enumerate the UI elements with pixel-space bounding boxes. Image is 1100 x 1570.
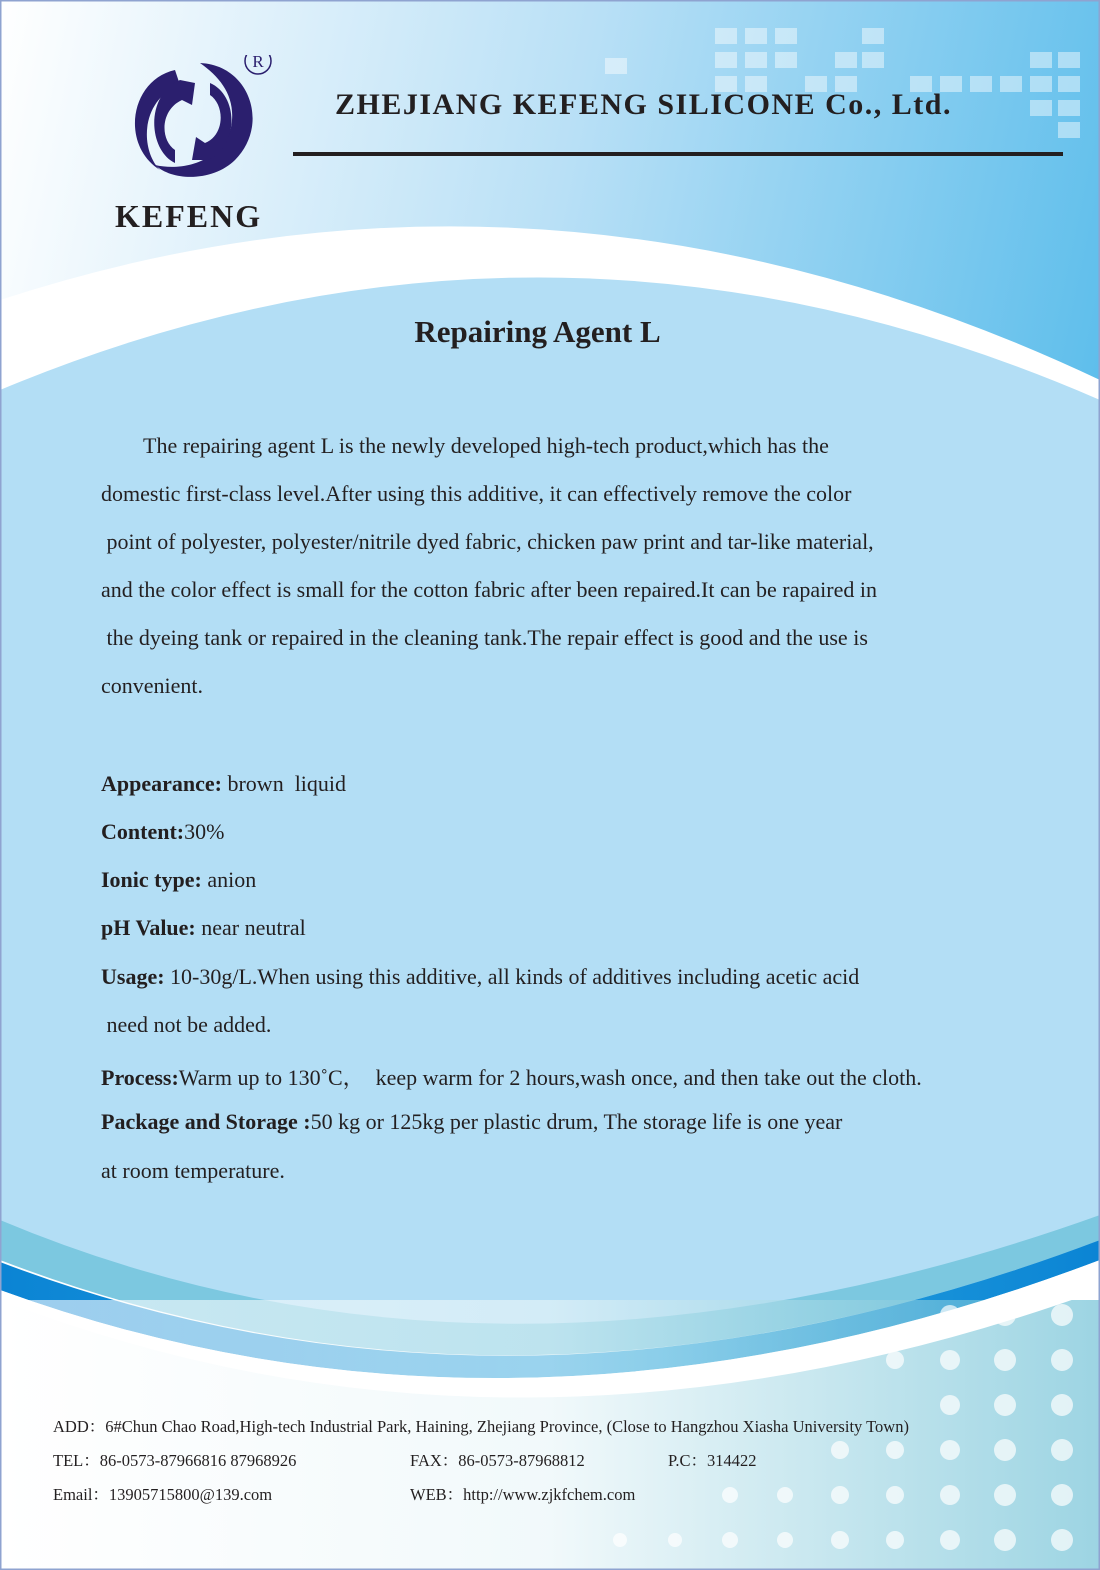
description-line: convenient.: [101, 673, 204, 698]
company-name: ZHEJIANG KEFENG SILICONE Co., Ltd.: [335, 88, 952, 121]
telephone: TEL：86-0573-87966816 87968926: [53, 1451, 297, 1470]
spec-process: [101, 1061, 922, 1092]
spec-value: 50 kg or 125kg per plastic drum, The storage life is one year: [310, 1109, 843, 1134]
spec-value: anion: [201, 867, 257, 892]
registered-mark: R: [252, 55, 264, 71]
postal-code: P.C：314422: [668, 1451, 757, 1470]
spec-label: Package and Storage :: [101, 1109, 311, 1134]
spec-package-storage: [101, 1109, 842, 1135]
spec-package-cont: [101, 1158, 285, 1184]
spec-value: near neutral: [195, 915, 306, 940]
fax: FAX：86-0573-87968812: [410, 1451, 585, 1470]
spec-label: pH Value:: [101, 915, 196, 940]
spec-value: 30%: [184, 819, 225, 844]
spec-value: need not be added.: [101, 1012, 272, 1037]
spec-label: Process:: [101, 1065, 179, 1090]
description-line: and the color effect is small for the cotton fabric after been repaired.It can be rapaired in: [101, 577, 877, 602]
spec-value: at room temperature.: [101, 1158, 285, 1183]
spec-value: 10-30g/L.When using this additive, all kinds of additives including acetic acid: [164, 964, 860, 989]
spec-ph-value: [101, 915, 306, 941]
description-line: domestic first-class level.After using this additive, it can effectively remove the color: [101, 481, 852, 506]
website-link[interactable]: WEB：http://www.zjkfchem.com: [410, 1485, 636, 1504]
address: ADD：6#Chun Chao Road,High-tech Industrial Park, Haining, Zhejiang Province, (Close to Hangzhou Xiasha University Town): [53, 1417, 909, 1436]
description-line: the dyeing tank or repaired in the cleaning tank.The repair effect is good and the use is: [101, 625, 868, 650]
spec-appearance: [101, 771, 346, 797]
spec-label: Ionic type:: [101, 867, 202, 892]
spec-label: Content:: [101, 819, 185, 844]
email-link[interactable]: Email：13905715800@139.com: [53, 1485, 273, 1504]
spec-value: brown liquid: [221, 771, 347, 796]
spec-content: [101, 819, 224, 845]
spec-label: Usage:: [101, 964, 165, 989]
brand-name: KEFENG: [115, 198, 263, 234]
product-title: Repairing Agent L: [414, 314, 661, 349]
header-divider: [293, 152, 1063, 156]
spec-value: Warm up to 130˚C， keep warm for 2 hours,wash once, and then take out the cloth.: [178, 1065, 922, 1090]
kefeng-logo-icon: [120, 55, 280, 185]
spec-usage: [101, 964, 859, 990]
spec-ionic-type: [101, 867, 256, 893]
spec-usage-cont: [101, 1012, 271, 1038]
description-line: point of polyester, polyester/nitrile dyed fabric, chicken paw print and tar-like material,: [101, 529, 874, 554]
description-line: The repairing agent L is the newly developed high-tech product,which has the: [143, 433, 829, 458]
spec-label: Appearance:: [101, 771, 222, 796]
